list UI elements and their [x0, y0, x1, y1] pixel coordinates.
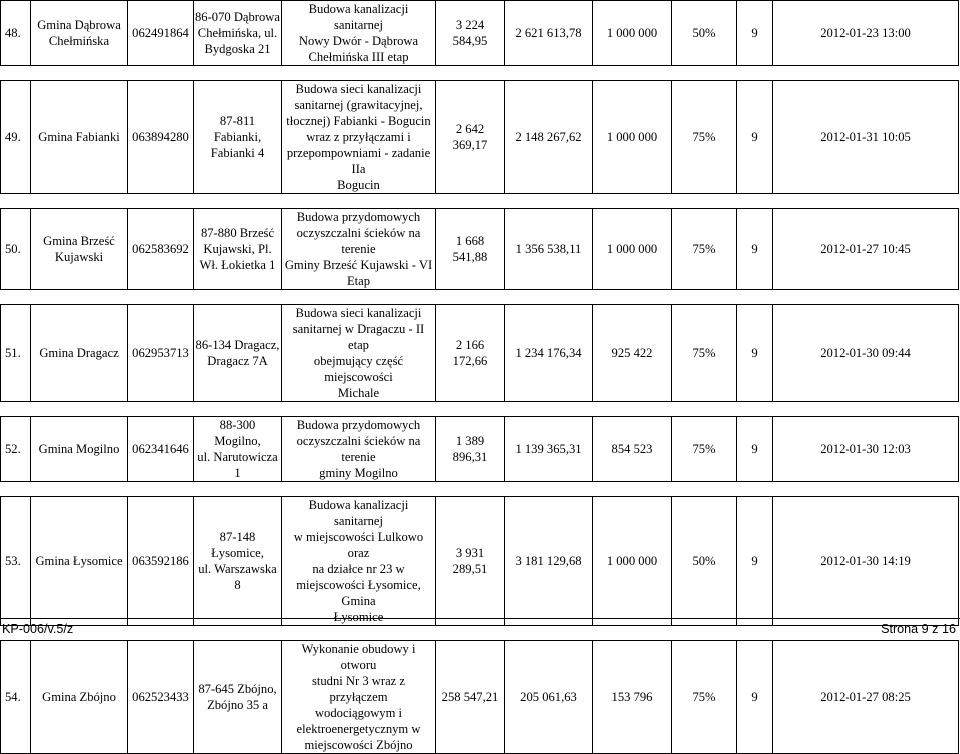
project-name-cell: Wykonanie obudowy i otworu studni Nr 3 wraz z przyłączem wodociągowym i elektroenergetycznym w miejscowości Zbójno	[282, 641, 436, 754]
table-row	[1, 209, 959, 290]
regon-cell: 062953713	[128, 305, 194, 402]
grant-cell: 1 000 000	[593, 1, 672, 66]
points-cell: 9	[737, 641, 773, 754]
table-row	[1, 417, 959, 482]
regon-cell: 062523433	[128, 641, 194, 754]
gmina-cell: Gmina Brześć Kujawski	[31, 209, 128, 290]
lp-cell: 54.	[1, 641, 31, 754]
spacer-cell	[1, 194, 959, 209]
regon-cell: 062341646	[128, 417, 194, 482]
date-cell: 2012-01-27 08:25	[773, 641, 959, 754]
spacer-cell	[1, 402, 959, 417]
table-body	[1, 1, 959, 754]
address-cell: 86-070 Dąbrowa Chełmińska, ul. Bydgoska 21	[194, 1, 282, 66]
points-cell: 9	[737, 305, 773, 402]
gmina-cell: Gmina Zbójno	[31, 641, 128, 754]
eligible-cost-cell: 1 139 365,31	[505, 417, 593, 482]
table-row	[1, 1, 959, 66]
eligible-cost-cell: 1 356 538,11	[505, 209, 593, 290]
total-cost-cell: 1 668 541,88	[436, 209, 505, 290]
total-cost-cell: 3 224 584,95	[436, 1, 505, 66]
table-row	[1, 81, 959, 194]
grant-cell: 153 796	[593, 641, 672, 754]
date-cell: 2012-01-30 12:03	[773, 417, 959, 482]
address-cell: 87-880 Brześć Kujawski, Pl. Wł. Łokietka 1	[194, 209, 282, 290]
project-name-cell: Budowa sieci kanalizacji sanitarnej (grawitacyjnej, tłocznej) Fabianki - Bogucin wraz z przyłączami i przepompowniami - zadanie IIa Bogucin	[282, 81, 436, 194]
total-cost-cell: 2 166 172,66	[436, 305, 505, 402]
project-name-cell: Budowa sieci kanalizacji sanitarnej w Dragaczu - II etap obejmujący część miejscowości Michale	[282, 305, 436, 402]
eligible-cost-cell: 2 148 267,62	[505, 81, 593, 194]
eligible-cost-cell: 2 621 613,78	[505, 1, 593, 66]
table-row	[1, 641, 959, 754]
grant-cell: 854 523	[593, 417, 672, 482]
address-cell: 87-811 Fabianki, Fabianki 4	[194, 81, 282, 194]
spacer-cell	[1, 482, 959, 497]
lp-cell: 49.	[1, 81, 31, 194]
date-cell: 2012-01-23 13:00	[773, 1, 959, 66]
gmina-cell: Gmina Dąbrowa Chełmińska	[31, 1, 128, 66]
page-number: Strona 9 z 16	[881, 622, 956, 636]
percent-cell: 75%	[672, 209, 737, 290]
project-name-cell: Budowa kanalizacji sanitarnej Nowy Dwór - Dąbrowa Chełmińska III etap	[282, 1, 436, 66]
row-spacer	[1, 194, 959, 209]
spacer-cell	[1, 66, 959, 81]
percent-cell: 75%	[672, 641, 737, 754]
eligible-cost-cell: 3 181 129,68	[505, 497, 593, 626]
percent-cell: 75%	[672, 81, 737, 194]
points-cell: 9	[737, 417, 773, 482]
project-name-cell: Budowa przydomowych oczyszczalni ścieków na terenie Gminy Brześć Kujawski - VI Etap	[282, 209, 436, 290]
regon-cell: 063592186	[128, 497, 194, 626]
date-cell: 2012-01-31 10:05	[773, 81, 959, 194]
total-cost-cell: 3 931 289,51	[436, 497, 505, 626]
points-cell: 9	[737, 81, 773, 194]
gmina-cell: Gmina Fabianki	[31, 81, 128, 194]
gmina-cell: Gmina Łysomice	[31, 497, 128, 626]
address-cell: 87-148 Łysomice, ul. Warszawska 8	[194, 497, 282, 626]
percent-cell: 50%	[672, 497, 737, 626]
grant-cell: 1 000 000	[593, 81, 672, 194]
page-footer	[0, 618, 960, 637]
spacer-cell	[1, 290, 959, 305]
grant-cell: 1 000 000	[593, 497, 672, 626]
percent-cell: 75%	[672, 305, 737, 402]
total-cost-cell: 2 642 369,17	[436, 81, 505, 194]
gmina-cell: Gmina Mogilno	[31, 417, 128, 482]
row-spacer	[1, 290, 959, 305]
project-name-cell: Budowa przydomowych oczyszczalni ścieków na terenie gminy Mogilno	[282, 417, 436, 482]
percent-cell: 75%	[672, 417, 737, 482]
date-cell: 2012-01-30 14:19	[773, 497, 959, 626]
lp-cell: 50.	[1, 209, 31, 290]
date-cell: 2012-01-30 09:44	[773, 305, 959, 402]
regon-cell: 062491864	[128, 1, 194, 66]
points-cell: 9	[737, 1, 773, 66]
eligible-cost-cell: 205 061,63	[505, 641, 593, 754]
regon-cell: 062583692	[128, 209, 194, 290]
document-code: KP-006/v.5/z	[2, 622, 74, 636]
lp-cell: 51.	[1, 305, 31, 402]
total-cost-cell: 1 389 896,31	[436, 417, 505, 482]
lp-cell: 53.	[1, 497, 31, 626]
grant-cell: 925 422	[593, 305, 672, 402]
date-cell: 2012-01-27 10:45	[773, 209, 959, 290]
row-spacer	[1, 482, 959, 497]
project-name-cell: Budowa kanalizacji sanitarnej w miejscowości Lulkowo oraz na działce nr 23 w miejscowości Łysomice, Gmina Łysomice	[282, 497, 436, 626]
total-cost-cell: 258 547,21	[436, 641, 505, 754]
points-cell: 9	[737, 209, 773, 290]
table-row	[1, 305, 959, 402]
grant-cell: 1 000 000	[593, 209, 672, 290]
row-spacer	[1, 66, 959, 81]
address-cell: 87-645 Zbójno, Zbójno 35 a	[194, 641, 282, 754]
lp-cell: 52.	[1, 417, 31, 482]
regon-cell: 063894280	[128, 81, 194, 194]
gmina-cell: Gmina Dragacz	[31, 305, 128, 402]
eligible-cost-cell: 1 234 176,34	[505, 305, 593, 402]
points-cell: 9	[737, 497, 773, 626]
row-spacer	[1, 402, 959, 417]
table-row	[1, 497, 959, 626]
lp-cell: 48.	[1, 1, 31, 66]
address-cell: 88-300 Mogilno, ul. Narutowicza 1	[194, 417, 282, 482]
percent-cell: 50%	[672, 1, 737, 66]
address-cell: 86-134 Dragacz, Dragacz 7A	[194, 305, 282, 402]
